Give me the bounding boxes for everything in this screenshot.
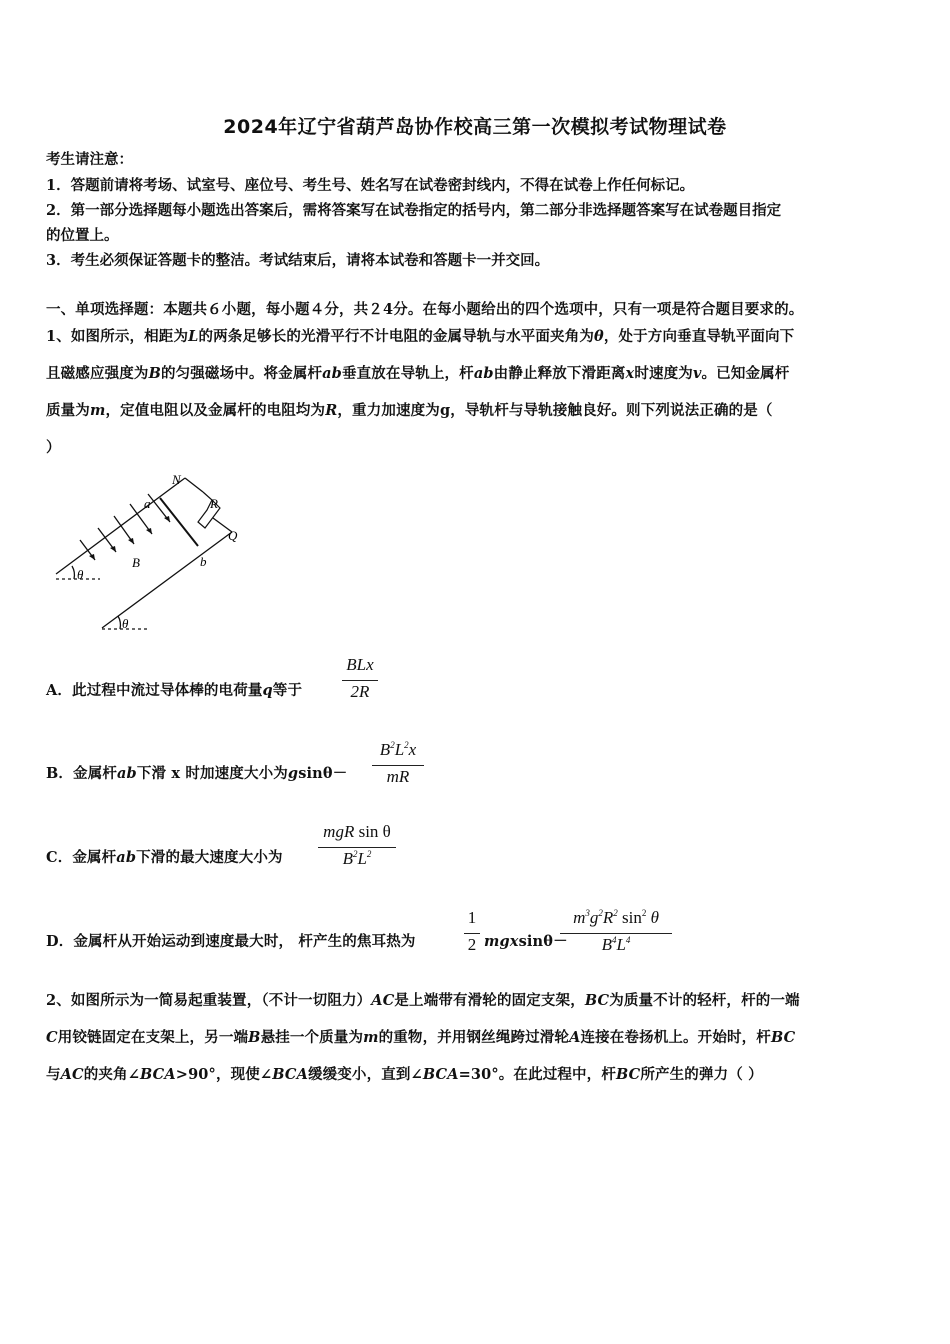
option-a-fraction: BLx 2R: [342, 655, 378, 705]
lower-rail: [102, 532, 232, 628]
notice-item-2-cont: 的位置上。: [46, 227, 119, 244]
option-b-fraction: $B^2L^2x$ mR: [372, 740, 424, 790]
label-a: a: [144, 496, 151, 511]
q1-line-1: 1、如图所示，相距为L的两条足够长的光滑平行不计电阻的金属导轨与水平面夹角为θ，处于方向垂直导轨平面向下: [46, 328, 795, 345]
label-N: N: [172, 472, 181, 487]
rod-ab: [160, 498, 198, 546]
option-b: B．金属杆ab下滑 x 时加速度大小为gsinθ－: [46, 765, 348, 782]
label-b: b: [200, 554, 207, 569]
angle-arc-2: [118, 616, 120, 629]
label-theta-2: θ: [122, 616, 129, 631]
incline-rails-figure: [40, 468, 270, 638]
q1-line-4: ）: [46, 439, 61, 456]
label-theta-1: θ: [77, 567, 84, 582]
notice-item-2: 2．第一部分选择题每小题选出答案后，需将答案写在试卷指定的括号内，第二部分非选择题答案写在试卷题目指定: [46, 202, 782, 219]
notice-item-3: 3．考生必须保证答题卡的整洁。考试结束后，请将本试卷和答题卡一并交回。: [46, 252, 550, 269]
option-d-fraction: $m^3g^2R^2$ $\sin^2 \theta$ $B^4L^4$: [560, 908, 672, 958]
option-c: C．金属杆ab下滑的最大速度大小为: [46, 849, 283, 866]
notice-heading: 考生请注意：: [46, 151, 133, 168]
section-heading: 一、单项选择题：本题共６小题，每小题４分，共２4分。在每小题给出的四个选项中，只有一项是符合题目要求的。: [46, 301, 804, 318]
q2-line-1: 2、如图所示为一简易起重装置，（不计一切阻力）AC是上端带有滑轮的固定支架，BC为质量不计的轻杆，杆的一端: [46, 992, 800, 1009]
q1-line-3: 质量为m，定值电阻以及金属杆的电阻均为R，重力加速度为g，导轨杆与导轨接触良好。则下列说法正确的是（: [46, 402, 773, 419]
notice-item-1: 1．答题前请将考场、试室号、座位号、考生号、姓名写在试卷密封线内，不得在试卷上作任何标记。: [46, 177, 695, 194]
q1-line-2: 且磁感应强度为B的匀强磁场中。将金属杆ab垂直放在导轨上，杆ab由静止释放下滑距离x时速度为v。已知金属杆: [46, 365, 790, 382]
angle-arc-1: [72, 566, 74, 579]
q2-line-3: 与AC的夹角∠BCA>90°，现使∠BCA缓缓变小，直到∠BCA=30°。在此过程中，杆BC所产生的弹力（ ）: [46, 1066, 763, 1083]
label-R: R: [210, 496, 218, 511]
option-d-half: 1 2: [464, 908, 480, 958]
q2-line-2: C用铰链固定在支架上，另一端B悬挂一个质量为m的重物，并用钢丝绳跨过滑轮A连接在卷扬机上。开始时，杆BC: [46, 1029, 796, 1046]
option-d-mid: mgxsinθ－: [484, 933, 568, 950]
label-Q: Q: [228, 528, 238, 543]
option-d: D．金属杆从开始运动到速度最大时， 杆产生的焦耳热为: [46, 933, 416, 950]
option-c-fraction: mgR sin θ $B^2L^2$: [318, 822, 396, 872]
label-B: B: [132, 555, 140, 570]
option-a: A．此过程中流过导体棒的电荷量q等于: [46, 682, 303, 699]
exam-title: 2024年辽宁省葫芦岛协作校高三第一次模拟考试物理试卷: [223, 116, 727, 138]
